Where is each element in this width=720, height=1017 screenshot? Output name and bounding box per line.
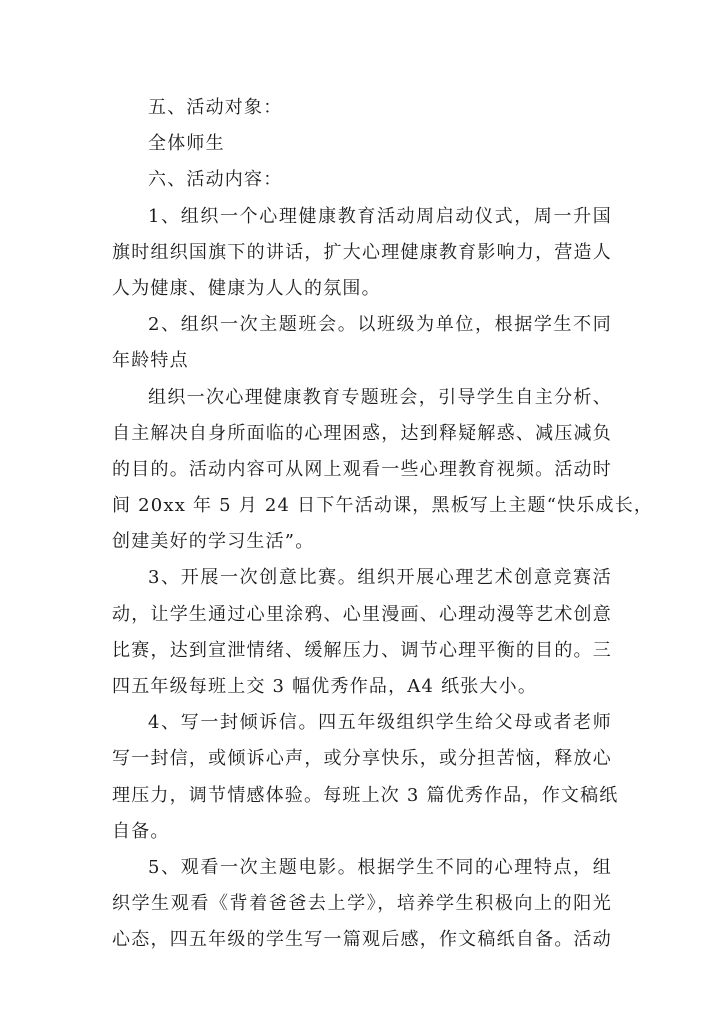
text-line-22: 5、观看一次主题电影。根据学生不同的心理特点，组	[148, 856, 612, 878]
text-line-2: 全体师生	[148, 133, 225, 155]
text-line-5: 旗时组织国旗下的讲话，扩大心理健康教育影响力，营造人	[112, 241, 612, 263]
text-line-18: 4、写一封倾诉信。四五年级组织学生给父母或者老师	[148, 712, 612, 734]
text-line-12: 间 20xx 年 5 月 24 日下午活动课，黑板写上主题“快乐成长，	[112, 495, 654, 517]
text-line-15: 动，让学生通过心里涂鸦、心里漫画、心理动漫等艺术创意	[112, 603, 612, 625]
text-line-14: 3、开展一次创意比赛。组织开展心理艺术创意竞赛活	[148, 567, 612, 589]
text-line-8: 年龄特点	[112, 350, 189, 372]
text-line-7: 2、组织一次主题班会。以班级为单位，根据学生不同	[148, 314, 612, 336]
text-line-3: 六、活动内容：	[148, 169, 283, 191]
document-body	[112, 90, 654, 959]
text-line-4: 1、组织一个心理健康教育活动周启动仪式，周一升国	[148, 205, 612, 227]
text-line-10: 自主解决自身所面临的心理困惑，达到释疑解惑、减压减负	[112, 422, 612, 444]
text-line-17: 四五年级每班上交 3 幅优秀作品，A4 纸张大小。	[112, 676, 538, 697]
text-line-24: 心态，四五年级的学生写一篇观后感，作文稿纸自备。活动	[112, 929, 612, 951]
text-line-16: 比赛，达到宣泄情绪、缓解压力、调节心理平衡的目的。三	[112, 639, 612, 661]
text-line-13: 创建美好的学习生活”。	[112, 531, 315, 553]
text-line-21: 自备。	[112, 820, 170, 842]
text-line-9: 组织一次心理健康教育专题班会，引导学生自主分析、	[148, 386, 612, 408]
text-line-20: 理压力，调节情感体验。每班上次 3 篇优秀作品，作文稿纸	[112, 784, 619, 806]
text-line-1: 五、活动对象：	[148, 97, 283, 118]
text-line-11: 的目的。活动内容可从网上观看一些心理教育视频。活动时	[112, 458, 612, 480]
text-line-6: 人为健康、健康为人人的氛围。	[112, 277, 381, 299]
text-line-19: 写一封信，或倾诉心声，或分享快乐，或分担苦恼，释放心	[112, 748, 612, 770]
text-line-23: 织学生观看《背着爸爸去上学》，培养学生积极向上的阳光	[112, 893, 612, 915]
